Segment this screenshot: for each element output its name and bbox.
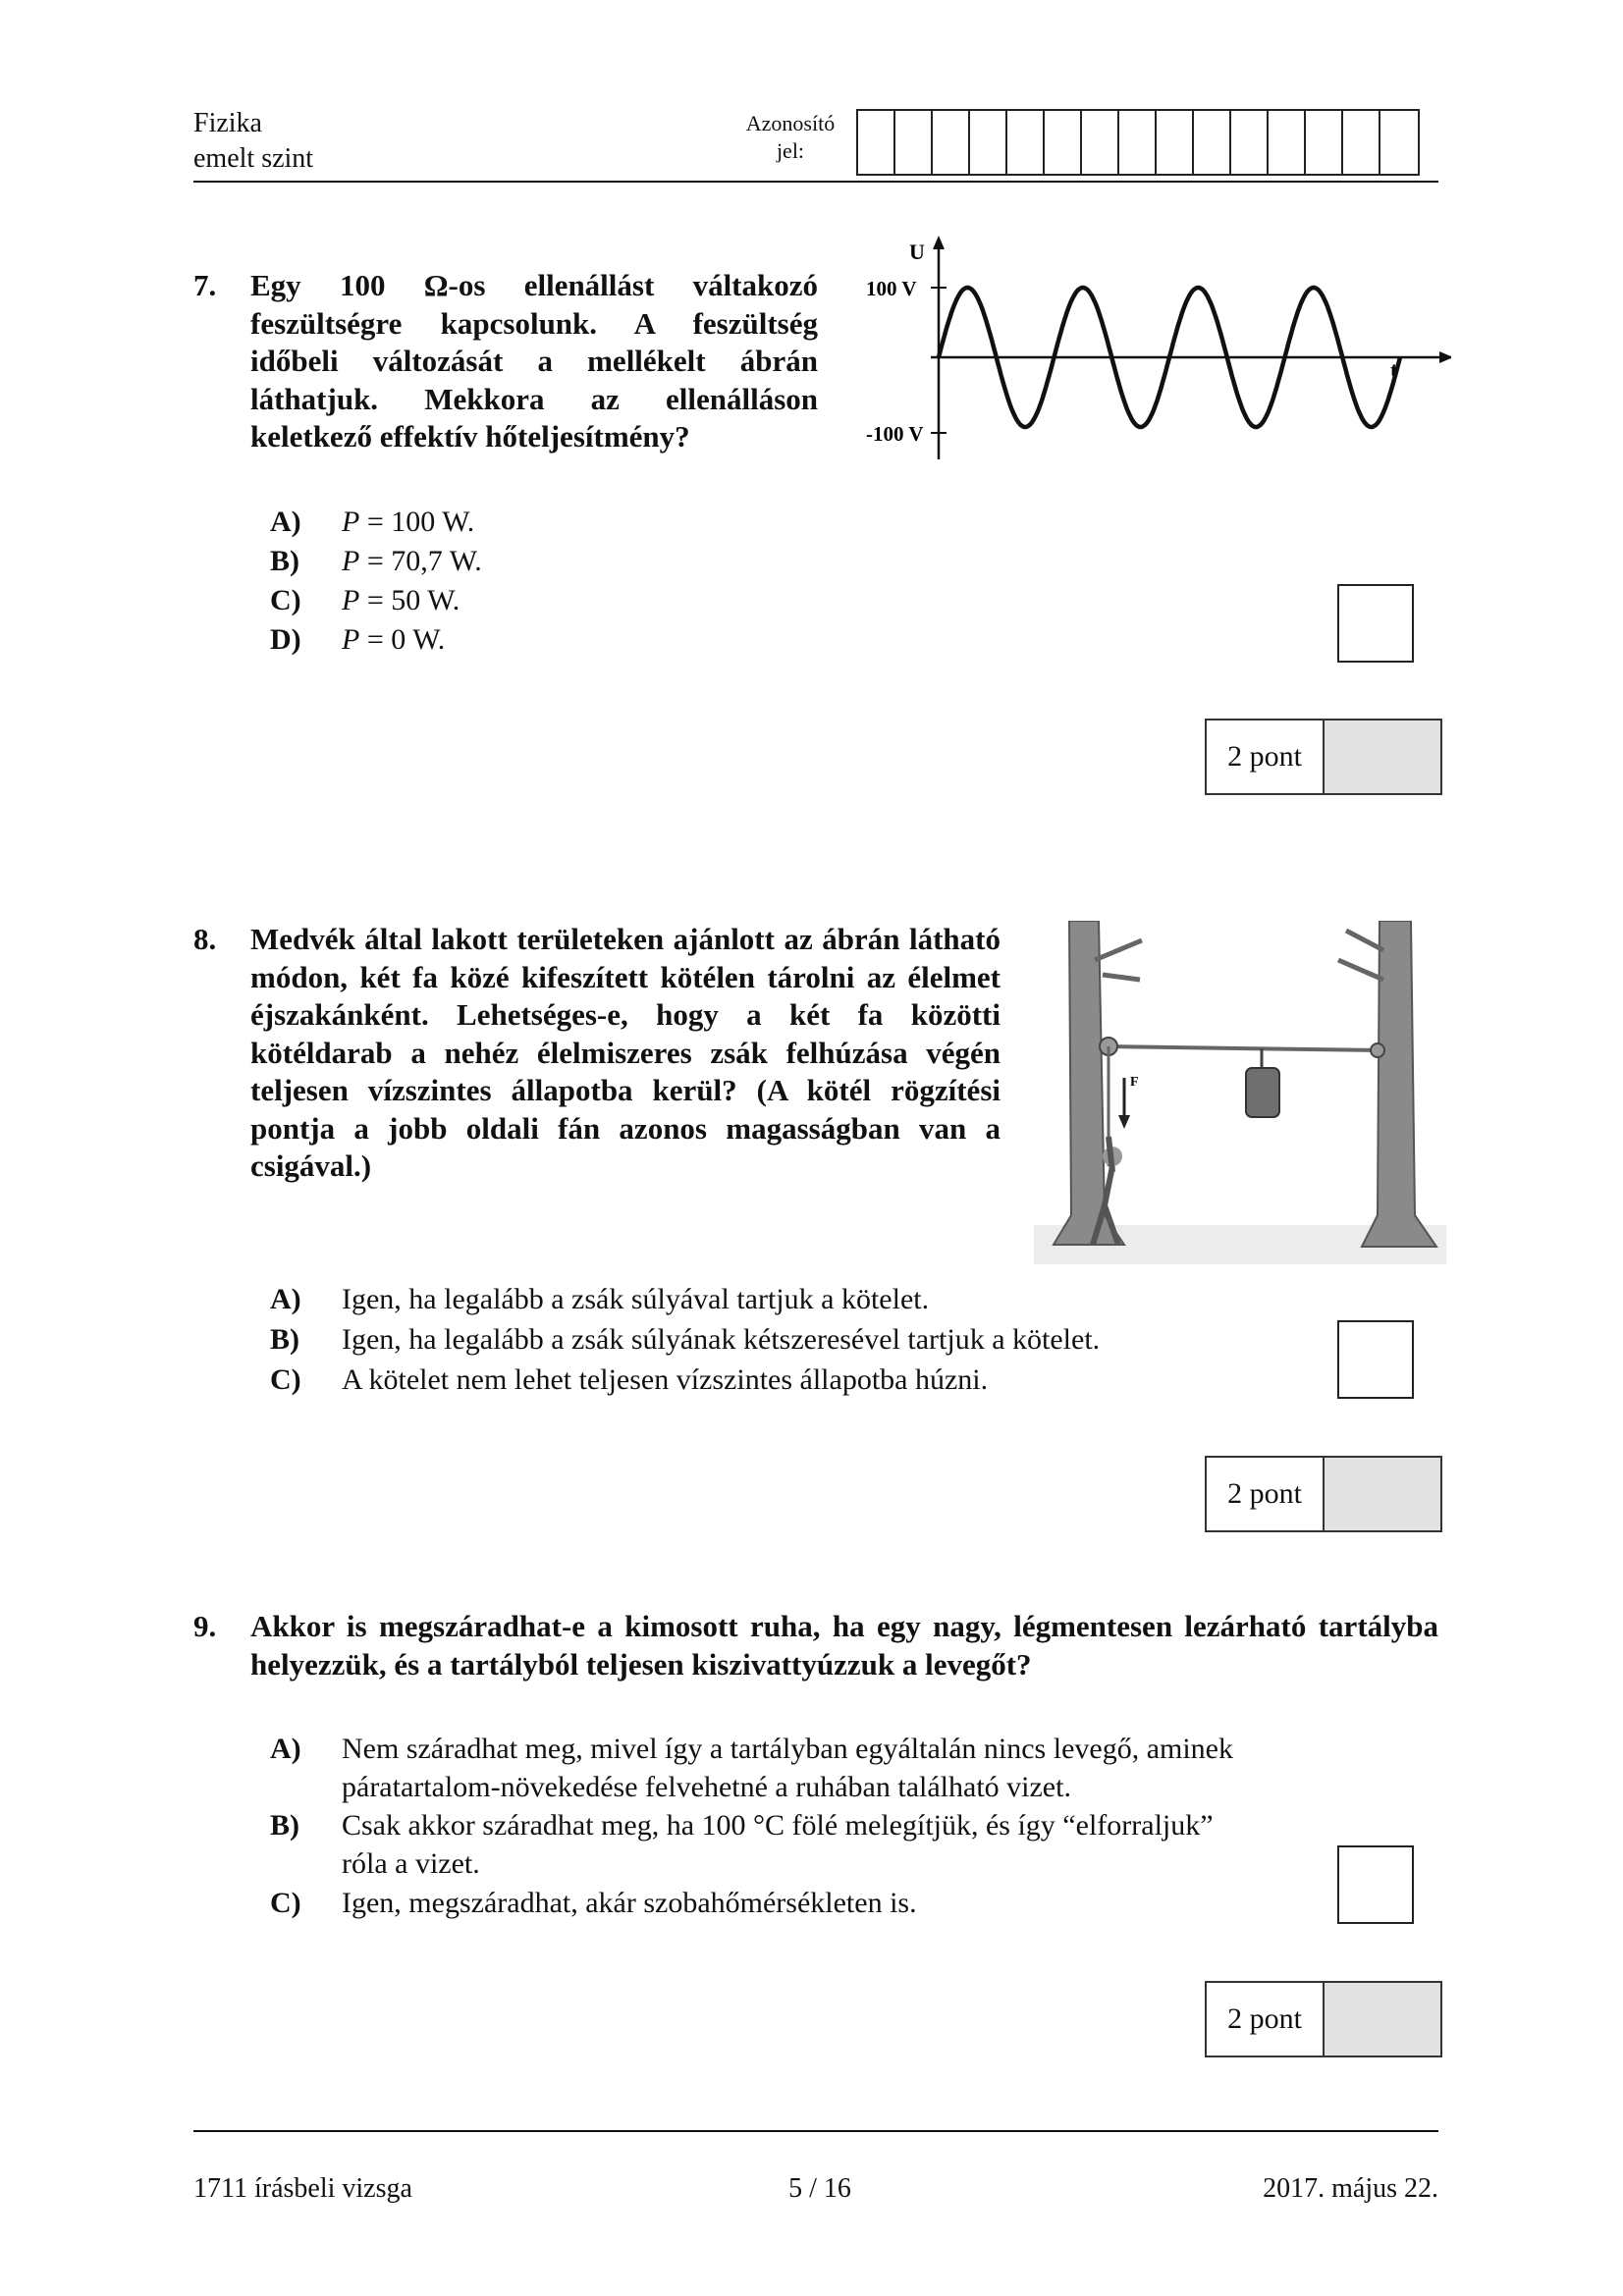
q8-score-field[interactable] [1325,1458,1440,1530]
q9-score-field[interactable] [1325,1983,1440,2056]
voltage-sine-graph [862,234,1451,464]
id-cell[interactable] [1194,111,1231,174]
q7-score-field[interactable] [1325,721,1440,793]
header-subject: Fizika [193,108,262,138]
q9-option-c-text: Igen, megszáradhat, akár szobahőmérsékleten is. [342,1887,917,1919]
header-divider [193,181,1438,183]
max-voltage-label: 100 V [866,277,917,300]
id-cell[interactable] [1045,111,1082,174]
q8-answer-box[interactable] [1337,1320,1414,1399]
axis-t-label: t [1390,357,1398,382]
question-8-text: Medvék által lakott területeken ajánlott az ábrán látható módon, két fa közé kifeszített kötélen tárolni az élelmet éjszakánként. Lehetséges-e, hogy a két fa közötti kötéldarab a nehéz élelmiszeres zsák felhúzása végén teljesen vízszintes állapotba kerül? (A kötél rögzítési pontja a jobb oldali fán azonos magasságban van a csigával.) [250,922,1001,1183]
q7-option-b-text: P = 70,7 W. [342,545,482,577]
q8-option-a-letter: A) [270,1283,301,1315]
id-label-line1: Azonosító [745,111,836,135]
axis-u-label: U [909,240,925,264]
id-cell[interactable] [933,111,970,174]
id-code-grid[interactable] [856,109,1420,176]
id-label-line2: jel: [776,138,805,163]
min-voltage-label: -100 V [866,422,924,446]
q7-option-a-text: P = 100 W. [342,506,475,538]
footer-divider [193,2130,1438,2132]
q7-option-d-text: P = 0 W. [342,623,446,656]
question-8-number: 8. [193,922,217,956]
q9-answer-box[interactable] [1337,1845,1414,1924]
q7-score-box [1205,719,1442,795]
question-9-number: 9. [193,1609,217,1643]
q9-score-label: 2 pont [1207,1983,1325,2056]
question-7-text: Egy 100 Ω-os ellenállást váltakozó feszültségre kapcsolunk. A feszültség időbeli változását a mellékelt ábrán láthatjuk. Mekkora az ellenálláson keletkező effektív hőteljesítmény? [250,268,818,454]
q9-option-b-line2: róla a vizet. [342,1847,480,1880]
q7-option-a-letter: A) [270,506,301,538]
footer-exam-code: 1711 írásbeli vizsga [193,2173,412,2204]
q7-option-b-letter: B) [270,545,299,577]
id-cell[interactable] [895,111,933,174]
q8-option-c-letter: C) [270,1363,301,1396]
q9-option-b-line1: Csak akkor száradhat meg, ha 100 °C fölé melegítjük, és így “elforraljuk” [342,1809,1214,1842]
id-cell[interactable] [1119,111,1157,174]
id-cell[interactable] [1082,111,1119,174]
q8-option-b-letter: B) [270,1323,299,1356]
footer-date: 2017. május 22. [1263,2173,1438,2204]
q8-score-box [1205,1456,1442,1532]
force-label: F [1130,1075,1139,1090]
q9-option-a-line2: páratartalom-növekedése felvehetné a ruhában található vizet. [342,1771,1071,1803]
id-cell[interactable] [1343,111,1380,174]
q9-option-a-line1: Nem száradhat meg, mivel így a tartályban egyáltalán nincs levegő, aminek [342,1733,1233,1765]
q8-score-label: 2 pont [1207,1458,1325,1530]
q9-option-a-letter: A) [270,1733,301,1765]
q9-score-box [1205,1981,1442,2057]
q9-option-b-letter: B) [270,1809,299,1842]
id-cell[interactable] [1269,111,1306,174]
id-cell[interactable] [1231,111,1269,174]
q8-option-b-text: Igen, ha legalább a zsák súlyának kétszeresével tartjuk a kötelet. [342,1323,1101,1356]
question-9-text: Akkor is megszáradhat-e a kimosott ruha, ha egy nagy, légmentesen lezárható tartályba helyezzük, és a tartályból teljesen kiszivattyúzzuk a levegőt? [250,1609,1438,1682]
q7-option-d-letter: D) [270,623,301,656]
id-cell[interactable] [1007,111,1045,174]
q7-score-label: 2 pont [1207,721,1325,793]
id-label [731,110,849,165]
q8-option-c-text: A kötelet nem lehet teljesen vízszintes állapotba húzni. [342,1363,989,1396]
q8-option-a-text: Igen, ha legalább a zsák súlyával tartjuk a kötelet. [342,1283,930,1315]
id-cell[interactable] [1306,111,1343,174]
q7-answer-box[interactable] [1337,584,1414,663]
q7-option-c-letter: C) [270,584,301,616]
id-cell[interactable] [970,111,1007,174]
footer-page-number: 5 / 16 [788,2173,851,2204]
id-cell[interactable] [1380,111,1418,174]
bear-bag-illustration [1034,921,1446,1274]
q7-option-c-text: P = 50 W. [342,584,460,616]
question-7-number: 7. [193,268,217,302]
q9-option-c-letter: C) [270,1887,301,1919]
header-subject-block [193,106,313,177]
id-cell[interactable] [1157,111,1194,174]
header-level: emelt szint [193,143,314,174]
id-cell[interactable] [858,111,895,174]
